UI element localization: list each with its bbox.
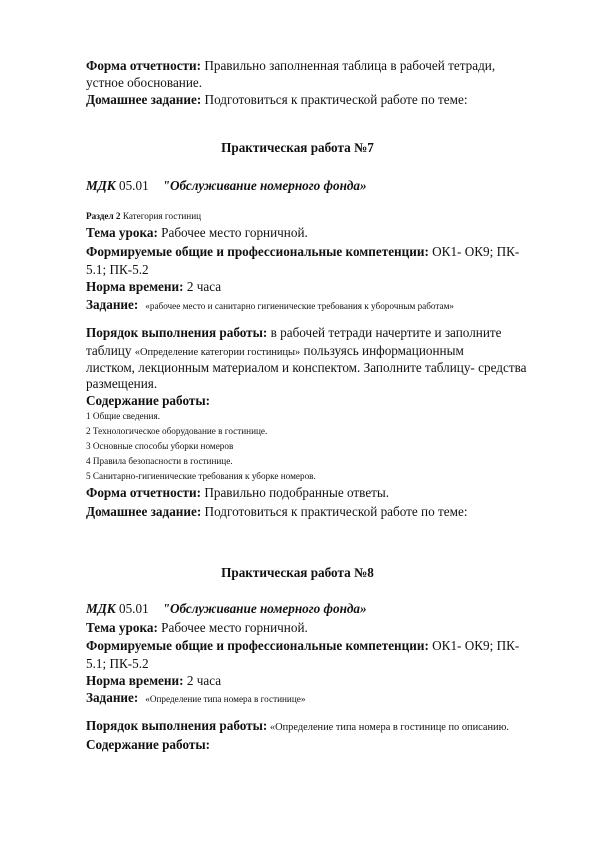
task-label: Задание:: [86, 297, 139, 312]
homework-line-7: [86, 504, 467, 519]
order-text-4: размещения.: [86, 376, 158, 391]
homework-line: [86, 92, 467, 107]
homework-text: Подготовиться к практической работе по теме:: [201, 504, 468, 519]
competencies-text: ОК1- ОК9; ПК-: [428, 244, 520, 259]
mdk-number: 05.01: [115, 178, 149, 193]
order-text: в рабочей тетради начертите и заполните: [267, 325, 502, 340]
competencies-line-7b: [86, 262, 149, 277]
competencies-line-8b: [86, 656, 149, 671]
mdk-line-7: [86, 178, 367, 193]
competencies-label: Формируемые общие и профессиональные компетенции:: [86, 638, 429, 653]
section-line: [86, 211, 201, 222]
content-item: 2 Технологическое оборудование в гостинице.: [86, 426, 268, 436]
time-text: 2 часа: [183, 279, 222, 294]
mdk-code: МДК: [86, 601, 116, 616]
content-label-7: Содержание работы:: [86, 393, 211, 408]
report-form-line-2: [86, 75, 202, 90]
order-line-7b: [86, 343, 464, 359]
mdk-line-8: [86, 601, 367, 616]
content-item: 3 Основные способы уборки номеров: [86, 441, 234, 451]
time-label: Норма времени:: [86, 279, 184, 294]
homework-text: Подготовиться к практической работе по теме:: [201, 92, 468, 107]
order-line-7c: [86, 360, 526, 375]
competencies-line-8: [86, 638, 519, 653]
topic-line-8: [86, 620, 308, 635]
task-label: Задание:: [86, 690, 139, 705]
order-line-7d: [86, 376, 157, 391]
practical-7-title: Практическая работа №7: [221, 140, 374, 155]
report-form-text: Правильно подобранные ответы.: [201, 485, 390, 500]
report-form-text: Правильно заполненная таблица в рабочей тетради,: [201, 58, 496, 73]
competencies-text-2: 5.1; ПК-5.2: [86, 656, 149, 671]
mdk-name: "Обслуживание номерного фонда»: [162, 601, 367, 616]
order-text-2a: таблицу: [86, 343, 135, 358]
order-label: Порядок выполнения работы:: [86, 325, 268, 340]
section-text: Категория гостиниц: [120, 211, 202, 221]
order-text: «Определение типа номера в гостинице по описанию.: [267, 722, 509, 733]
task-line-8: [86, 690, 305, 705]
homework-label: Домашнее задание:: [86, 504, 202, 519]
topic-line-7: [86, 225, 308, 240]
content-item: 4 Правила безопасности в гостинице.: [86, 456, 233, 466]
task-text: «Определение типа номера в гостинице»: [145, 694, 306, 704]
mdk-name: "Обслуживание номерного фонда»: [162, 178, 367, 193]
order-line-7: [86, 325, 502, 340]
mdk-number: 05.01: [115, 601, 149, 616]
report-form-line: [86, 58, 495, 73]
competencies-text: ОК1- ОК9; ПК-: [428, 638, 520, 653]
order-text-2b: «Определение категории гостиницы»: [134, 347, 301, 358]
practical-8-title: Практическая работа №8: [221, 565, 374, 580]
competencies-label: Формируемые общие и профессиональные компетенции:: [86, 244, 429, 259]
competencies-text-2: 5.1; ПК-5.2: [86, 262, 149, 277]
task-text: «рабочее место и санитарно гигиенические требования к уборочным работам»: [145, 301, 455, 311]
time-label: Норма времени:: [86, 673, 184, 688]
content-label-8: Содержание работы:: [86, 737, 211, 752]
report-form-label: Форма отчетности:: [86, 485, 202, 500]
order-text-3: листком, лекционным материалом и конспектом. Заполните таблицу- средства: [86, 360, 527, 375]
homework-label: Домашнее задание:: [86, 92, 202, 107]
content-item: 5 Санитарно-гигиенические требования к уборке номеров.: [86, 471, 316, 481]
competencies-line-7: [86, 244, 519, 259]
content-item: 1 Общие сведения.: [86, 411, 160, 421]
topic-text: Рабочее место горничной.: [157, 620, 308, 635]
order-label: Порядок выполнения работы:: [86, 718, 268, 733]
time-text: 2 часа: [183, 673, 222, 688]
report-form-label: Форма отчетности:: [86, 58, 202, 73]
mdk-code: МДК: [86, 178, 116, 193]
topic-label: Тема урока:: [86, 620, 158, 635]
time-line-8: [86, 673, 221, 688]
task-line-7: [86, 297, 454, 312]
report-form-line-7: [86, 485, 389, 500]
order-text-2c: пользуясь информационным: [300, 343, 464, 358]
report-form-text-2: устное обоснование.: [86, 75, 203, 90]
section-label: Раздел 2: [86, 211, 121, 221]
topic-text: Рабочее место горничной.: [157, 225, 308, 240]
topic-label: Тема урока:: [86, 225, 158, 240]
time-line-7: [86, 279, 221, 294]
order-line-8: [86, 718, 509, 734]
